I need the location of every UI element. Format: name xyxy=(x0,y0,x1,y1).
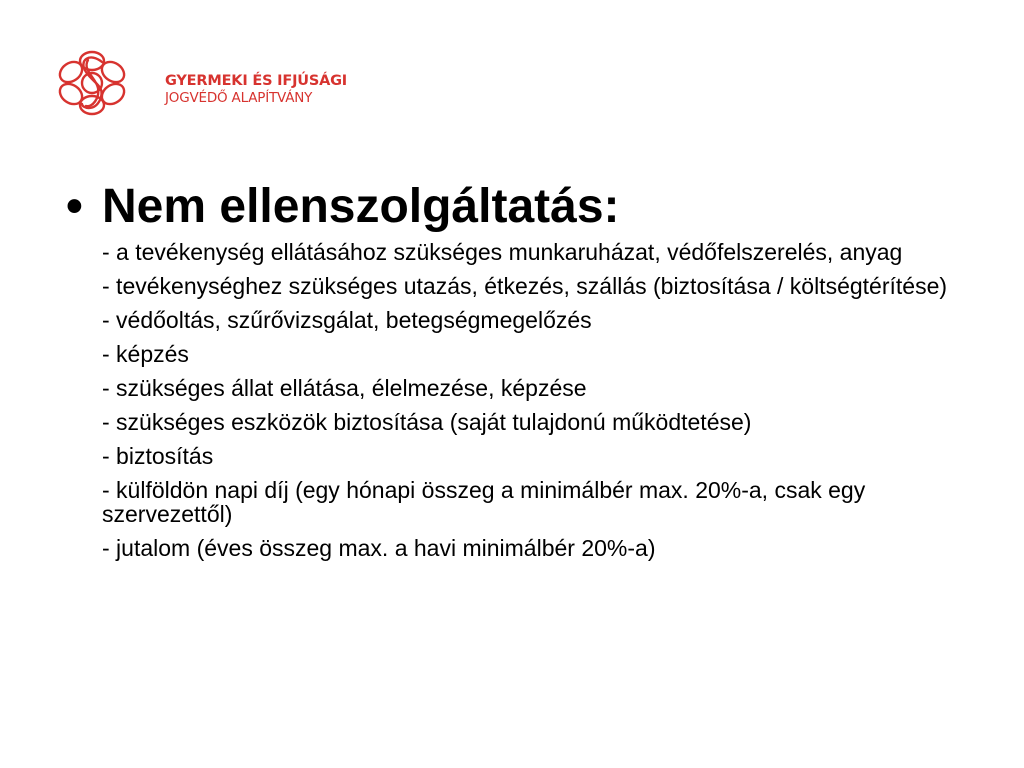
heading-row xyxy=(66,178,966,240)
slide-heading: Nem ellenszolgáltatás: xyxy=(102,180,620,233)
list-item: - tevékenységhez szükséges utazás, étkezés, szállás (biztosítása / költségtérítése) xyxy=(102,273,948,299)
logo-subtitle: JOGVÉDŐ ALAPÍTVÁNY xyxy=(165,90,313,106)
foundation-logo xyxy=(52,46,352,120)
list-item: - külföldön napi díj (egy hónapi összeg a minimálbér max. 20%-a, csak egy szervezettől) xyxy=(102,477,866,527)
list-item: - szükséges eszközök biztosítása (saját tulajdonú működtetése) xyxy=(102,409,752,435)
slide-content xyxy=(66,178,966,570)
logo-title: GYERMEKI ÉS IFJÚSÁGI xyxy=(165,73,347,89)
list-item: - védőoltás, szűrővizsgálat, betegségmegelőzés xyxy=(102,307,592,333)
rosette-logo-icon xyxy=(52,46,136,120)
item-list xyxy=(102,240,962,560)
list-item: - jutalom (éves összeg max. a havi minimálbér 20%-a) xyxy=(102,535,656,561)
list-item: - képzés xyxy=(102,341,189,367)
list-item: - a tevékenység ellátásához szükséges munkaruházat, védőfelszerelés, anyag xyxy=(102,239,903,265)
list-item: - biztosítás xyxy=(102,443,214,469)
logo-text xyxy=(165,73,347,106)
list-item: - szükséges állat ellátása, élelmezése, képzése xyxy=(102,375,587,401)
bullet-icon: • xyxy=(66,180,83,233)
